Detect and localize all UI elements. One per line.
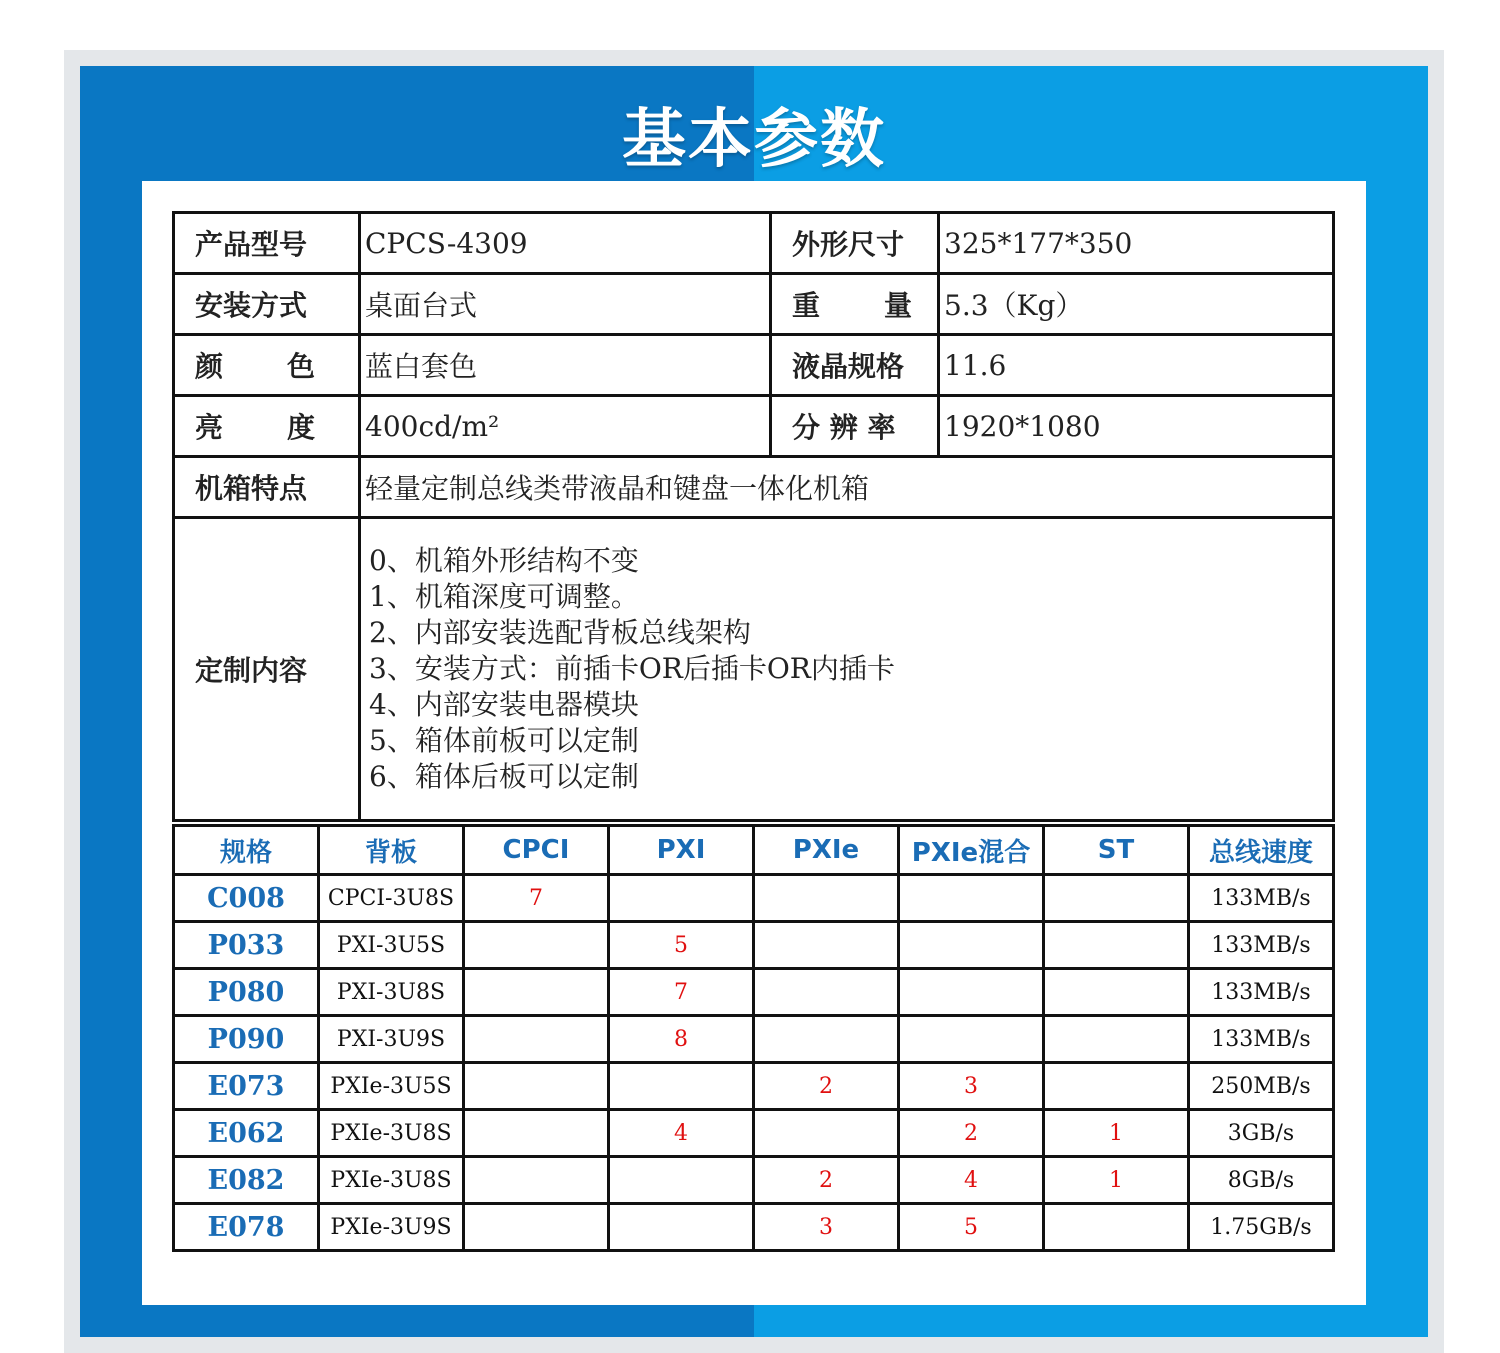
weight-label: [771, 274, 939, 335]
slot-count-cell: 4: [609, 1110, 754, 1157]
slot-count-cell: [464, 1110, 609, 1157]
table-body: [174, 875, 1334, 1251]
slot-count-cell: 3: [899, 1063, 1044, 1110]
spec-row: [174, 335, 1334, 396]
spec-code-cell: E062: [174, 1110, 319, 1157]
slot-count-cell: [1044, 969, 1189, 1016]
install-value: 桌面台式: [360, 274, 771, 335]
bus-speed-cell: 250MB/s: [1189, 1063, 1334, 1110]
slot-count-cell: [899, 1016, 1044, 1063]
slot-count-cell: [464, 1063, 609, 1110]
backplane-table: [172, 824, 1335, 1252]
slot-count-cell: [609, 875, 754, 922]
slot-count-cell: [899, 969, 1044, 1016]
weight-label-a: 重: [792, 289, 821, 322]
header-cell: PXIe: [754, 826, 899, 875]
table-row: [174, 1110, 1334, 1157]
bus-speed-cell: 133MB/s: [1189, 875, 1334, 922]
slot-count-cell: 8: [609, 1016, 754, 1063]
bus-speed-cell: 133MB/s: [1189, 1016, 1334, 1063]
weight-value: 5.3（Kg）: [939, 274, 1334, 335]
slot-count-cell: 3: [754, 1204, 899, 1251]
slot-count-cell: 2: [899, 1110, 1044, 1157]
backplane-cell: PXIe-3U8S: [319, 1110, 464, 1157]
brightness-label-b: 度: [287, 411, 316, 444]
slot-count-cell: 7: [609, 969, 754, 1016]
table-row: [174, 1016, 1334, 1063]
spec-table: [172, 211, 1335, 822]
slot-count-cell: [464, 1204, 609, 1251]
table-row: [174, 1063, 1334, 1110]
color-label-a: 颜: [195, 350, 224, 383]
slot-count-cell: [899, 922, 1044, 969]
spec-row: [174, 457, 1334, 518]
color-label-b: 色: [287, 350, 316, 383]
spec-code-cell: C008: [174, 875, 319, 922]
color-label: [174, 335, 360, 396]
list-item: 4、内部安装电器模块: [369, 688, 639, 721]
bus-speed-cell: 133MB/s: [1189, 969, 1334, 1016]
slot-count-cell: [1044, 1063, 1189, 1110]
slot-count-cell: 5: [899, 1204, 1044, 1251]
bus-speed-cell: 3GB/s: [1189, 1110, 1334, 1157]
header-cell: ST: [1044, 826, 1189, 875]
backplane-cell: PXIe-3U8S: [319, 1157, 464, 1204]
slot-count-cell: [464, 1016, 609, 1063]
spec-code-cell: E082: [174, 1157, 319, 1204]
slot-count-cell: [464, 969, 609, 1016]
slot-count-cell: [609, 1157, 754, 1204]
header-cell: PXI: [609, 826, 754, 875]
backplane-cell: PXI-3U5S: [319, 922, 464, 969]
feature-value: 轻量定制总线类带液晶和键盘一体化机箱: [360, 457, 1334, 518]
slot-count-cell: 5: [609, 922, 754, 969]
backplane-cell: PXI-3U9S: [319, 1016, 464, 1063]
spec-row: [174, 518, 1334, 821]
spec-row: [174, 274, 1334, 335]
model-label: 产品型号: [174, 213, 360, 274]
slot-count-cell: [1044, 875, 1189, 922]
backplane-cell: CPCI-3U8S: [319, 875, 464, 922]
table-row: [174, 969, 1334, 1016]
lcd-value: 11.6: [939, 335, 1334, 396]
backplane-cell: PXI-3U8S: [319, 969, 464, 1016]
brightness-label-a: 亮: [195, 411, 224, 444]
slot-count-cell: [899, 875, 1044, 922]
color-value: 蓝白套色: [360, 335, 771, 396]
list-item: 6、箱体后板可以定制: [369, 760, 639, 793]
slot-count-cell: 7: [464, 875, 609, 922]
lcd-label: 液晶规格: [771, 335, 939, 396]
slot-count-cell: 1: [1044, 1157, 1189, 1204]
header-cell: PXIe混合: [899, 826, 1044, 875]
table-row: [174, 1204, 1334, 1251]
list-item: 5、箱体前板可以定制: [369, 724, 639, 757]
spec-code-cell: P080: [174, 969, 319, 1016]
table-header-row: [174, 826, 1334, 875]
header-cell: 背板: [319, 826, 464, 875]
custom-content: [360, 518, 1334, 821]
slot-count-cell: [754, 969, 899, 1016]
table-row: [174, 875, 1334, 922]
slot-count-cell: [464, 922, 609, 969]
table-row: [174, 922, 1334, 969]
header-cell: 规格: [174, 826, 319, 875]
slot-count-cell: [609, 1204, 754, 1251]
bus-speed-cell: 8GB/s: [1189, 1157, 1334, 1204]
slot-count-cell: 1: [1044, 1110, 1189, 1157]
model-value: CPCS-4309: [360, 213, 771, 274]
size-label: 外形尺寸: [771, 213, 939, 274]
page-title: 基本参数: [622, 102, 886, 177]
header-cell: CPCI: [464, 826, 609, 875]
list-item: 1、机箱深度可调整。: [369, 580, 639, 613]
spec-code-cell: E073: [174, 1063, 319, 1110]
install-label: 安装方式: [174, 274, 360, 335]
weight-label-b: 量: [884, 289, 913, 322]
slot-count-cell: [609, 1063, 754, 1110]
custom-label: 定制内容: [174, 518, 360, 821]
spec-code-cell: P090: [174, 1016, 319, 1063]
spec-row: [174, 213, 1334, 274]
backplane-cell: PXIe-3U5S: [319, 1063, 464, 1110]
resolution-value: 1920*1080: [939, 396, 1334, 457]
slot-count-cell: 2: [754, 1063, 899, 1110]
slot-count-cell: 4: [899, 1157, 1044, 1204]
spec-row: [174, 396, 1334, 457]
slot-count-cell: [754, 922, 899, 969]
list-item: 3、安装方式：前插卡OR后插卡OR内插卡: [369, 652, 895, 685]
bus-speed-cell: 1.75GB/s: [1189, 1204, 1334, 1251]
slot-count-cell: [754, 1110, 899, 1157]
feature-label: 机箱特点: [174, 457, 360, 518]
backplane-cell: PXIe-3U9S: [319, 1204, 464, 1251]
slot-count-cell: 2: [754, 1157, 899, 1204]
bus-speed-cell: 133MB/s: [1189, 922, 1334, 969]
slot-count-cell: [464, 1157, 609, 1204]
size-value: 325*177*350: [939, 213, 1334, 274]
list-item: 2、内部安装选配背板总线架构: [369, 616, 751, 649]
spec-code-cell: P033: [174, 922, 319, 969]
slot-count-cell: [1044, 1204, 1189, 1251]
custom-list: [365, 543, 1332, 795]
table-row: [174, 1157, 1334, 1204]
slot-count-cell: [1044, 922, 1189, 969]
header-cell: 总线速度: [1189, 826, 1334, 875]
spec-code-cell: E078: [174, 1204, 319, 1251]
slot-count-cell: [754, 875, 899, 922]
slot-count-cell: [1044, 1016, 1189, 1063]
slot-count-cell: [754, 1016, 899, 1063]
brightness-label: [174, 396, 360, 457]
list-item: 0、机箱外形结构不变: [369, 544, 639, 577]
brightness-value: 400cd/m²: [360, 396, 771, 457]
resolution-label: 分 辨 率: [771, 396, 939, 457]
